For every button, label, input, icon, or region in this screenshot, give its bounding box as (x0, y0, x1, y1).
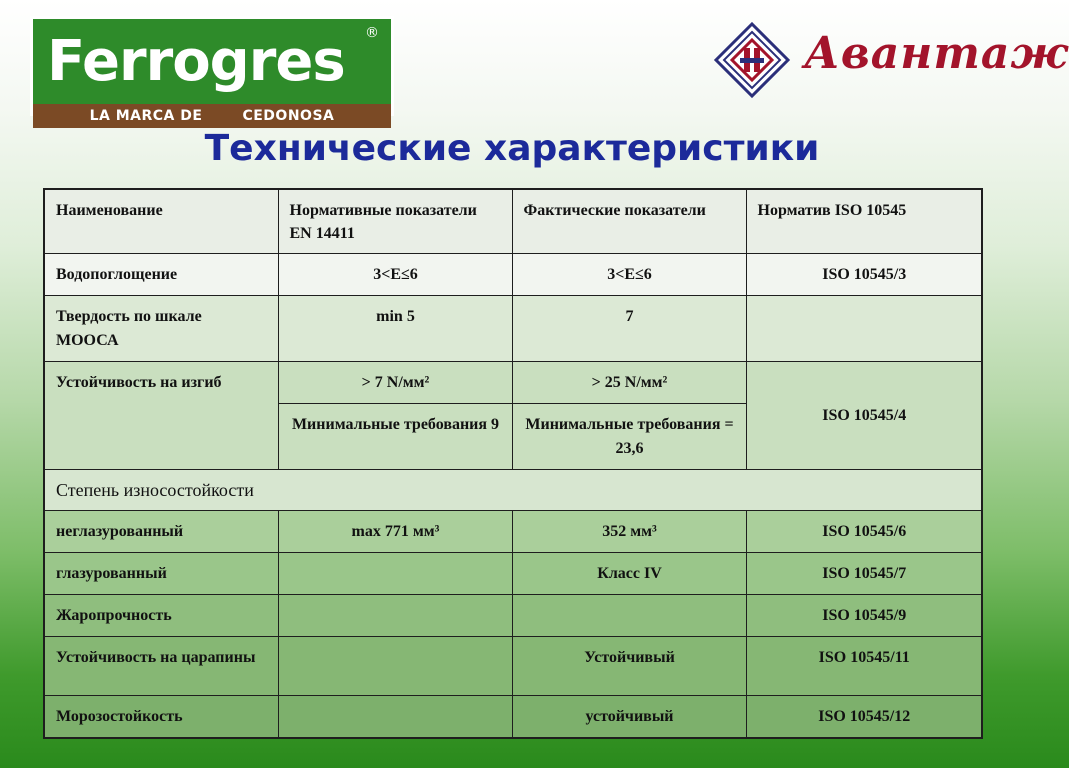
table-row (44, 362, 982, 404)
table-row (44, 595, 982, 637)
cell-iso: ISO 10545/11 (746, 637, 982, 696)
ferrogres-logo-panel (33, 19, 391, 104)
spec-table (43, 188, 983, 739)
cell-name: неглазурованный (44, 511, 278, 553)
ferrogres-tagline-right: CEDONOSA (242, 108, 335, 124)
ferrogres-logo (30, 16, 394, 124)
table-row (44, 696, 982, 739)
section-heading: Степень износостойкости (44, 470, 982, 511)
cell-actual: > 25 N/мм² (512, 362, 746, 404)
header-actual: Фактические показатели (512, 189, 746, 254)
cell-name: Водопоглощение (44, 254, 278, 296)
cell-name: глазурованный (44, 553, 278, 595)
cell-actual: 7 (512, 296, 746, 362)
cell-actual: 3<E≤6 (512, 254, 746, 296)
header-en14411: Нормативные показатели EN 14411 (278, 189, 512, 254)
cell-iso: ISO 10545/4 (746, 362, 982, 470)
cell-actual: Класс IV (512, 553, 746, 595)
header-iso: Норматив ISO 10545 (746, 189, 982, 254)
cell-name: Устойчивость на изгиб (44, 362, 278, 470)
cell-iso: ISO 10545/9 (746, 595, 982, 637)
cell-norm: > 7 N/мм² (278, 362, 512, 404)
table-row (44, 296, 982, 362)
cell-name: Морозостойкость (44, 696, 278, 739)
page-title: Технические характеристики (204, 128, 820, 169)
avantazh-wordmark: Авантаж (804, 28, 1069, 79)
cell-iso: ISO 10545/12 (746, 696, 982, 739)
table-row (44, 511, 982, 553)
ferrogres-tagline (33, 104, 391, 128)
registered-mark: ® (365, 25, 379, 41)
cell-norm (278, 696, 512, 739)
ferrogres-wordmark: Ferrogres (47, 29, 345, 94)
section-row (44, 470, 982, 511)
cell-actual: 352 мм³ (512, 511, 746, 553)
avantazh-diamond-icon (714, 22, 790, 98)
table-row (44, 254, 982, 296)
cell-norm (278, 637, 512, 696)
cell-actual-min: Минимальные требования = 23,6 (512, 404, 746, 470)
ferrogres-tagline-left: LA MARCA DE (89, 108, 203, 124)
cell-norm (278, 595, 512, 637)
cell-iso: ISO 10545/3 (746, 254, 982, 296)
cell-norm: min 5 (278, 296, 512, 362)
table-row (44, 637, 982, 696)
cell-name: Устойчивость на царапины (44, 637, 278, 696)
cell-actual: Устойчивый (512, 637, 746, 696)
cell-actual: устойчивый (512, 696, 746, 739)
avantazh-logo (714, 22, 1069, 96)
table-header-row (44, 189, 982, 254)
cell-actual (512, 595, 746, 637)
cell-norm: max 771 мм³ (278, 511, 512, 553)
cell-iso: ISO 10545/6 (746, 511, 982, 553)
cell-name: Жаропрочность (44, 595, 278, 637)
table-row (44, 553, 982, 595)
cell-norm-min: Минимальные требования 9 (278, 404, 512, 470)
cell-iso (746, 296, 982, 362)
cell-norm: 3<E≤6 (278, 254, 512, 296)
cell-iso: ISO 10545/7 (746, 553, 982, 595)
header-name: Наименование (44, 189, 278, 254)
cell-norm (278, 553, 512, 595)
cell-name: Твердость по шкале МООСА (44, 296, 278, 362)
